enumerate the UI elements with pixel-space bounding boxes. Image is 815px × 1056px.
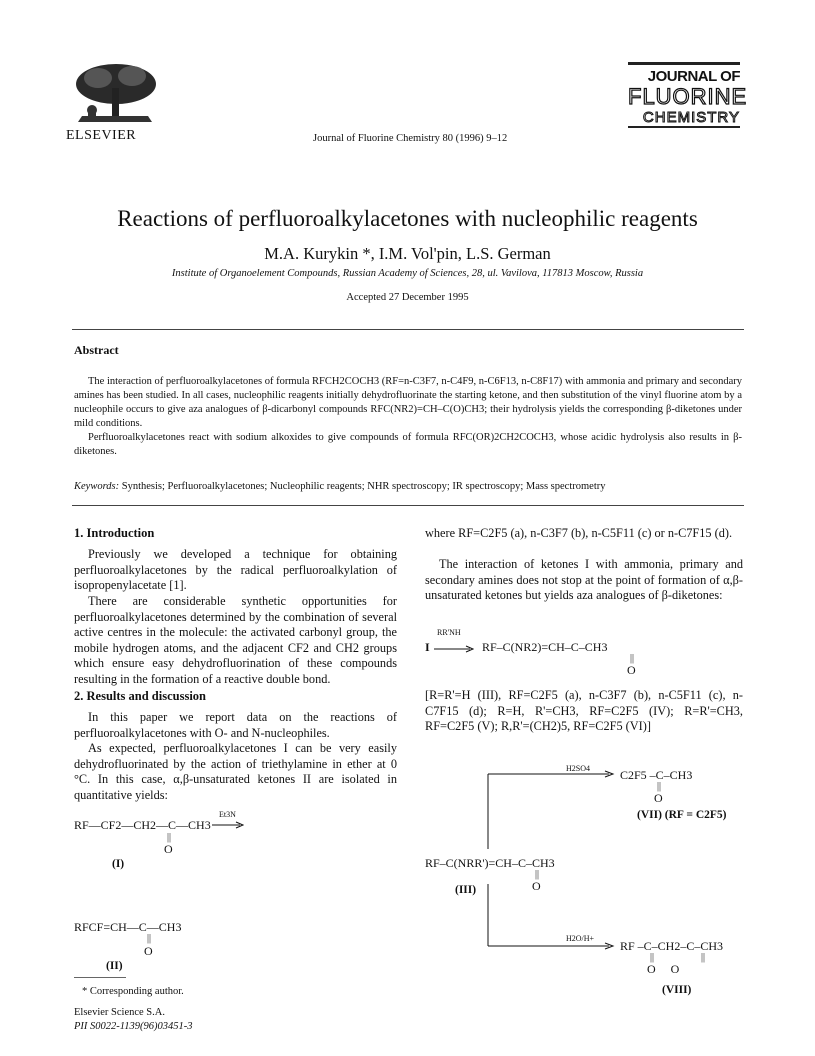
elsevier-tree-icon (68, 60, 160, 126)
scheme-1-oxygen: O (164, 842, 173, 856)
scheme-1-double-bond: || (167, 832, 172, 843)
keywords-line (74, 480, 742, 494)
scheme-4-center: RF–C(NRR')=CH–C–CH3 (425, 856, 555, 870)
section-1-heading: 1. Introduction (74, 526, 155, 540)
footnote-rule (74, 977, 126, 978)
section-2-heading: 2. Results and discussion (74, 689, 206, 703)
scheme-4-oxygen-center: O (532, 879, 541, 893)
divider-top (72, 329, 744, 330)
scheme-2-oxygen: O (144, 944, 153, 958)
pii-line: PII S0022-1139(96)03451-3 (74, 1021, 193, 1032)
scheme-4-bottom-double-bond-1: || (650, 952, 655, 963)
scheme-4-reagent-top: H2SO4 (566, 764, 591, 773)
section-1-paragraph-1: Previously we developed a technique for obtaining perfluoroalkylacetones by the radical perfluoroalkylation of isopropenylacetate [1]. (74, 547, 397, 593)
article-affiliation: Institute of Organoelement Compounds, Russian Academy of Sciences, 28, ul. Vavilova, 117813 Moscow, Russia (171, 268, 644, 279)
scheme-4-product-top: C2F5 –C–CH3 (620, 768, 693, 782)
publisher-name: ELSEVIER (66, 128, 137, 143)
scheme-4-label-bottom: (VIII) (662, 984, 692, 996)
journal-logo (628, 62, 748, 142)
keywords-text: Synthesis; Perfluoroalkylacetones; Nucleophilic reagents; NHR spectroscopy; IR spectroscopy; Mass spectrometry (121, 481, 606, 492)
scheme-1-label: (I) (112, 858, 125, 870)
journal-logo-line2: FLUORINE (628, 84, 748, 109)
scheme-3-arrow-icon (434, 644, 474, 654)
scheme-3-start: I (425, 640, 430, 654)
divider-abstract (72, 505, 744, 506)
article-title: Reactions of perfluoroalkylacetones with nucleophilic reagents (117, 206, 698, 231)
scheme-4-bottom-double-bond-2: || (701, 952, 706, 963)
scheme-4-top-double-bond: || (657, 781, 662, 792)
section-2-paragraph-2: As expected, perfluoroalkylacetones I can be very easily dehydrofluorinated by the action of triethylamine in ether at 0 °C. In this case, α,β-unsaturated ketones II are isolated in quantitative yields: (74, 741, 397, 802)
abstract-heading: Abstract (74, 343, 119, 357)
publisher-line: Elsevier Science S.A. (74, 1007, 165, 1018)
journal-logo-line1: JOURNAL OF (647, 68, 740, 85)
article-authors: M.A. Kurykin *, I.M. Vol'pin, L.S. German (264, 244, 551, 263)
abstract-paragraph-1: The interaction of perfluoroalkylacetones of formula RFCH2COCH3 (RF=n-C3F7, n-C4F9, n-C6F13, n-C8F17) with ammonia and primary and secondary amines has been studied. In all cases, nucleophilic reagents initially dehydrofluorinate the starting ketone, and then substitution of the vinyl fluorine atom by a nucleophile occurs to give aza analogues of β-dicarbonyl compounds RFC(NR2)=CH–C(O)CH3; their hydrolysis yields the corresponding β-diketones under mild conditions. (74, 376, 742, 429)
scheme-3-reagent: RR'NH (437, 628, 461, 637)
scheme-3-product: RF–C(NR2)=CH–C–CH3 (482, 640, 608, 654)
footnote-corresponding-author: * Corresponding author. (82, 986, 184, 997)
scheme-1-formula: RF—CF2—CH2—C—CH3 (74, 818, 211, 832)
scheme-2-formula: RFCF=CH—C—CH3 (74, 920, 182, 934)
scheme-1-arrow-icon (212, 820, 244, 830)
section-1-paragraph-2: There are considerable synthetic opportunities for perfluoroalkylacetones determined by the combination of several active centres in the molecule: the activated carbonyl group, the mobile hydrogen atoms, and the adjacent CF2 and CH2 groups which ensure easy dehydrofluorination of these compounds resulting in the formation of a reactive double bond. (74, 594, 397, 686)
right-paragraph-interaction: The interaction of ketones I with ammonia, primary and secondary amines does not stop at the point of formation of α,β-unsaturated ketones but yields aza analogues of β-diketones: (425, 557, 743, 603)
scheme-2-label: (II) (106, 960, 123, 972)
right-paragraph-where: where RF=C2F5 (a), n-C3F7 (b), n-C5F11 (c) or n-C7F15 (d). (425, 526, 733, 540)
scheme-1-reagent: Et3N (219, 810, 236, 819)
scheme-3-oxygen: O (627, 663, 636, 677)
elsevier-logo (68, 60, 160, 126)
scheme-4-oxygen-top: O (654, 791, 663, 805)
scheme-4-center-double-bond: || (535, 869, 540, 880)
abstract-paragraph-2: Perfluoroalkylacetones react with sodium alkoxides to give compounds of formula RFC(OR)2CH2COCH3, whose acidic hydrolysis also results in β-diketones. (74, 432, 742, 457)
scheme-2-double-bond: || (147, 933, 152, 944)
journal-citation: Journal of Fluorine Chemistry 80 (1996) 9–12 (313, 133, 508, 144)
scheme-4-label-top: (VII) (RF = C2F5) (637, 809, 727, 821)
accepted-date: Accepted 27 December 1995 (346, 292, 469, 303)
scheme-4-label-center: (III) (455, 884, 477, 896)
journal-logo-line3: CHEMISTRY (628, 109, 740, 128)
keywords-label: Keywords: (74, 481, 120, 492)
scheme-4-oxygen-bottom: O O (647, 962, 680, 976)
scheme-3-double-bond: || (630, 653, 635, 664)
right-paragraph-legend: [R=R'=H (III), RF=C2F5 (a), n-C3F7 (b), n-C5F11 (c), n-C7F15 (d); R=H, R'=CH3, RF=C2F5 (IV); R=R'=CH3, RF=C2F5 (V); R,R'=(CH2)5, RF=C2F5 (VI)] (425, 688, 743, 734)
section-2-paragraph-1: In this paper we report data on the reactions of perfluoroalkylacetones with O- and N-nucleophiles. (74, 710, 397, 740)
scheme-4-product-bottom: RF –C–CH2–C–CH3 (620, 939, 724, 953)
scheme-4-reagent-bottom: H2O/H+ (566, 934, 595, 943)
